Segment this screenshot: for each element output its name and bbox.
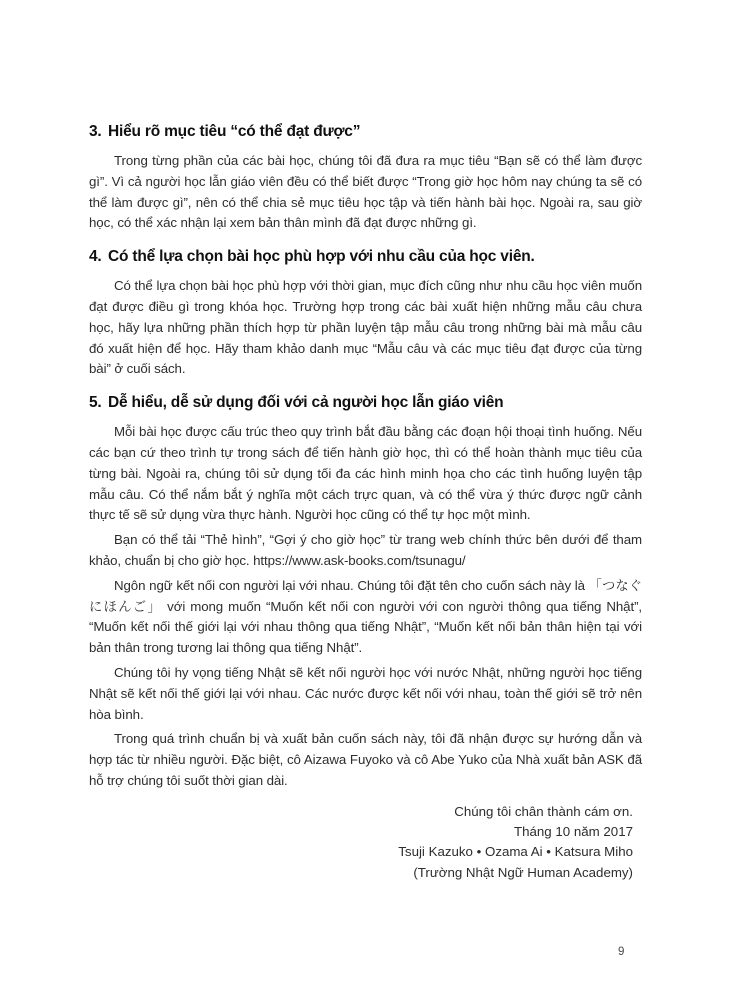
closing-thanks: Chúng tôi chân thành cám ơn. [454, 803, 633, 819]
closing-date: Tháng 10 năm 2017 [513, 824, 633, 840]
section-4-title: Có thể lựa chọn bài học phù hợp với nhu cầu của học viên. [108, 248, 535, 266]
section-5-paragraph-4: Chúng tôi hy vọng tiếng Nhật sẽ kết nối người học với nước Nhật, những người học tiếng Nhật sẽ kết nối thế giới lại với nhau. Các nước được kết nối với nhau, toàn thế giới sẽ trở nên hòa bình. [89, 664, 642, 722]
page-content [89, 122, 642, 883]
section-3-number: 3. [89, 123, 102, 140]
section-3 [89, 122, 642, 234]
section-3-heading [89, 122, 642, 142]
section-4-paragraph: Có thể lựa chọn bài học phù hợp với thời gian, mục đích cũng như nhu cầu học viên muốn đạt được điều gì trong khóa học. Trường hợp trong các bài xuất hiện những mẫu câu chưa học, hãy lựa những phần thích hợp từ phần luyện tập mẫu câu trong những bài mà mẫu câu đó xuất hiện để học. Hãy tham khảo danh mục “Mẫu câu và các mục tiêu đạt được của từng bài” ở cuối sách. [89, 278, 642, 377]
section-5-number: 5. [89, 394, 102, 412]
section-3-paragraph: Trong từng phần của các bài học, chúng tôi đã đưa ra mục tiêu “Bạn sẽ có thể làm được gì”. Vì cả người học lẫn giáo viên đều có thể biết được “Trong giờ học hôm nay chúng ta sẽ có thể làm được gì”, nên có thể chia sẻ mục tiêu học tập và tiến hành bài học. Ngoài ra, sau giờ học, có thể xác nhận lại xem bản thân mình đã đạt được những gì. [89, 153, 642, 231]
section-5-paragraph-5: Trong quá trình chuẩn bị và xuất bản cuốn sách này, tôi đã nhận được sự hướng dẫn và hợp tác từ nhiều người. Đặc biệt, cô Aizawa Fuyoko và cô Abe Yuko của Nhà xuất bản ASK đã hỗ trợ chúng tôi suốt thời gian dài. [89, 731, 642, 788]
closing-block [89, 802, 642, 883]
section-5-title: Dễ hiểu, dễ sử dụng đối với cả người học lẫn giáo viên [108, 394, 504, 412]
section-5-paragraph-2: Bạn có thể tải “Thẻ hình”, “Gợi ý cho giờ học” từ trang web chính thức bên dưới để tham khảo, chuẩn bị cho giờ học. https://www.ask-books.com/tsunagu/ [89, 532, 642, 568]
page-number: 9 [618, 946, 625, 958]
section-5-paragraph-1: Mỗi bài học được cấu trúc theo quy trình bắt đầu bằng các đoạn hội thoại tình huống. Nếu các bạn cứ theo trình tự trong sách để tiến hành giờ học, thì có thể hoàn thành mục tiêu của từng bài. Ngoài ra, chúng tôi sử dụng tối đa các hình minh họa cho các tình huống luyện tập mẫu câu. Có thể nắm bắt ý nghĩa một cách trực quan, và có thể vừa ý thức được ngữ cảnh thực tế sẽ sử dụng vừa thực hành. Người học cũng có thể tự học một mình. [89, 424, 642, 523]
section-5 [89, 393, 642, 792]
section-4-heading [89, 247, 642, 267]
section-4 [89, 247, 642, 380]
section-4-number: 4. [89, 248, 102, 266]
closing-affiliation: (Trường Nhật Ngữ Human Academy) [413, 864, 633, 880]
section-5-heading [89, 393, 642, 413]
section-3-title: Hiểu rõ mục tiêu “có thể đạt được” [108, 123, 361, 140]
section-5-paragraph-3: Ngôn ngữ kết nối con người lại với nhau. Chúng tôi đặt tên cho cuốn sách này là 「つなぐにほんご」 với mong muốn “Muốn kết nối con người với con người thông qua tiếng Nhật”, “Muốn kết nối thế giới lại với nhau thông qua tiếng Nhật”, “Muốn kết nối bản thân hiện tại với bản thân trong tương lai thông qua tiếng Nhật”. [89, 577, 642, 656]
closing-authors: Tsuji Kazuko • Ozama Ai • Katsura Miho [398, 844, 633, 860]
